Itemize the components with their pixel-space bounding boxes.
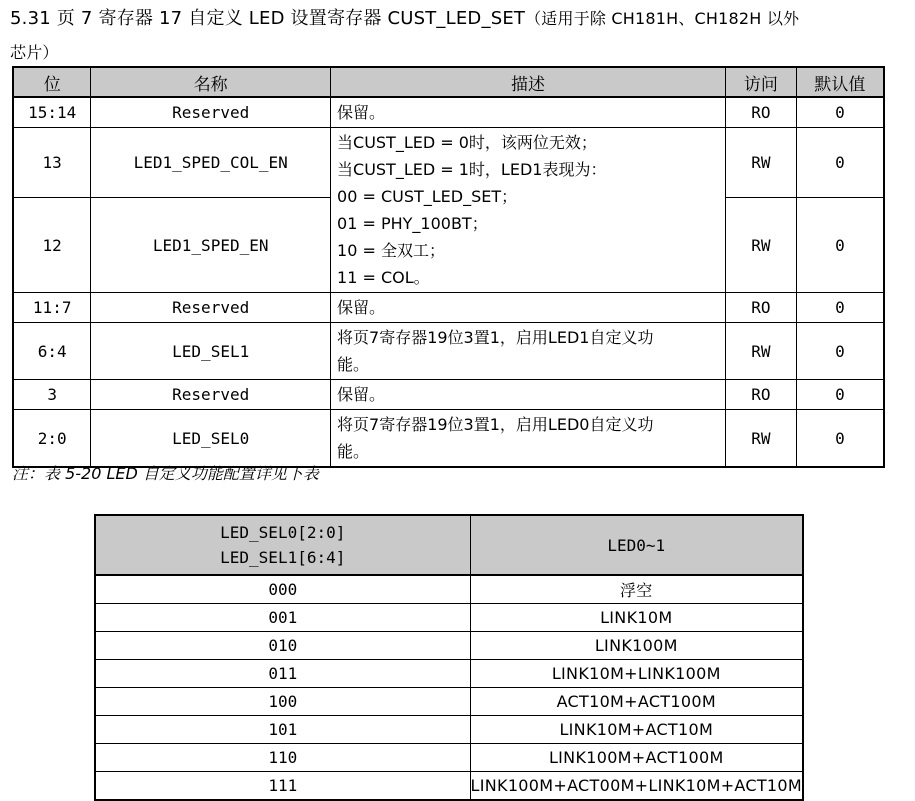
description-line: 11 = COL。 — [337, 268, 430, 287]
description-cell — [331, 97, 726, 128]
description-cell — [331, 293, 726, 323]
description-line: 能。 — [337, 355, 370, 374]
header-sel0: LED_SEL0[2:0] — [220, 523, 346, 542]
register-table — [12, 66, 885, 468]
table-row — [95, 660, 803, 688]
name-cell: Reserved — [91, 97, 331, 128]
header-sel-code — [95, 515, 470, 575]
header-name: 名称 — [91, 67, 331, 97]
description-line: 保留。 — [337, 298, 386, 317]
default-cell: 0 — [796, 293, 884, 323]
led-mode-cell: LINK10M+LINK100M — [470, 660, 803, 688]
description-line: 将页7寄存器19位3置1，启用LED0自定义功 — [337, 415, 654, 434]
description-line: 01 = PHY_100BT； — [337, 214, 488, 233]
code-cell: 010 — [95, 632, 470, 660]
access-cell: RW — [725, 410, 796, 468]
header-sel1: LED_SEL1[6:4] — [220, 548, 346, 567]
header-access: 访问 — [725, 67, 796, 97]
code-cell: 110 — [95, 744, 470, 772]
description-cell — [331, 323, 726, 380]
table-row — [95, 716, 803, 744]
name-cell: LED_SEL1 — [91, 323, 331, 380]
access-cell: RO — [725, 380, 796, 410]
code-cell: 101 — [95, 716, 470, 744]
table-row — [95, 688, 803, 716]
default-cell: 0 — [796, 380, 884, 410]
name-cell: LED_SEL0 — [91, 410, 331, 468]
description-cell — [331, 410, 726, 468]
led-mode-cell: LINK100M+ACT100M — [470, 744, 803, 772]
table-row — [13, 97, 884, 128]
led-mode-cell: ACT10M+ACT100M — [470, 688, 803, 716]
register-table-header — [13, 67, 884, 97]
table-row — [13, 323, 884, 380]
header-description: 描述 — [331, 67, 726, 97]
name-cell: Reserved — [91, 380, 331, 410]
description-cell — [331, 380, 726, 410]
led-mode-cell: LINK100M — [470, 632, 803, 660]
code-cell: 111 — [95, 772, 470, 801]
led-mode-cell: LINK10M+ACT10M — [470, 716, 803, 744]
led-mode-cell: LINK100M+ACT00M+LINK10M+ACT10M — [470, 772, 803, 801]
table-row — [95, 604, 803, 632]
bit-cell: 2:0 — [13, 410, 91, 468]
access-cell: RW — [725, 323, 796, 380]
section-heading — [10, 2, 910, 70]
header-default: 默认值 — [796, 67, 884, 97]
code-cell: 000 — [95, 575, 470, 604]
code-cell: 011 — [95, 660, 470, 688]
bit-cell: 12 — [13, 198, 91, 293]
table-row — [95, 772, 803, 801]
name-cell: Reserved — [91, 293, 331, 323]
access-cell: RW — [725, 128, 796, 198]
table-row — [95, 632, 803, 660]
description-line: 将页7寄存器19位3置1，启用LED1自定义功 — [337, 328, 654, 347]
name-cell: LED1_SPED_COL_EN — [91, 128, 331, 198]
heading-title: 5.31 页 7 寄存器 17 自定义 LED 设置寄存器 CUST_LED_SET — [10, 8, 526, 29]
description-line: 保留。 — [337, 385, 386, 404]
description-line: 10 = 全双工； — [337, 241, 445, 260]
led-table-header — [95, 515, 803, 575]
table-row — [95, 575, 803, 604]
table-row — [13, 380, 884, 410]
default-cell: 0 — [796, 128, 884, 198]
name-cell: LED1_SPED_EN — [91, 198, 331, 293]
description-line: 保留。 — [337, 103, 386, 122]
description-line: 00 = CUST_LED_SET； — [337, 187, 518, 206]
header-bit: 位 — [13, 67, 91, 97]
heading-continuation: 芯片） — [10, 43, 59, 62]
description-line: 当CUST_LED = 1时，LED1表现为： — [337, 160, 607, 179]
bit-cell: 11:7 — [13, 293, 91, 323]
code-cell: 001 — [95, 604, 470, 632]
heading-paren: （适用于除 CH181H、CH182H 以外 — [525, 9, 800, 28]
code-cell: 100 — [95, 688, 470, 716]
default-cell: 0 — [796, 410, 884, 468]
bit-cell: 3 — [13, 380, 91, 410]
table-note: 注：表 5-20 LED 自定义功能配置详见下表 — [12, 464, 319, 483]
bit-cell: 13 — [13, 128, 91, 198]
table-row — [13, 293, 884, 323]
bit-cell: 15:14 — [13, 97, 91, 128]
description-line: 能。 — [337, 442, 370, 461]
table-row — [13, 410, 884, 468]
default-cell: 0 — [796, 198, 884, 293]
led-mode-cell: LINK10M — [470, 604, 803, 632]
led-mode-cell: 浮空 — [470, 575, 803, 604]
merged-description-cell — [331, 128, 726, 293]
header-led-mode: LED0~1 — [470, 515, 803, 575]
access-cell: RO — [725, 97, 796, 128]
table-row — [95, 744, 803, 772]
table-row — [13, 128, 884, 198]
bit-cell: 6:4 — [13, 323, 91, 380]
led-selection-table — [94, 514, 804, 801]
description-line: 当CUST_LED = 0时，该两位无效； — [337, 133, 597, 152]
access-cell: RO — [725, 293, 796, 323]
access-cell: RW — [725, 198, 796, 293]
default-cell: 0 — [796, 97, 884, 128]
default-cell: 0 — [796, 323, 884, 380]
